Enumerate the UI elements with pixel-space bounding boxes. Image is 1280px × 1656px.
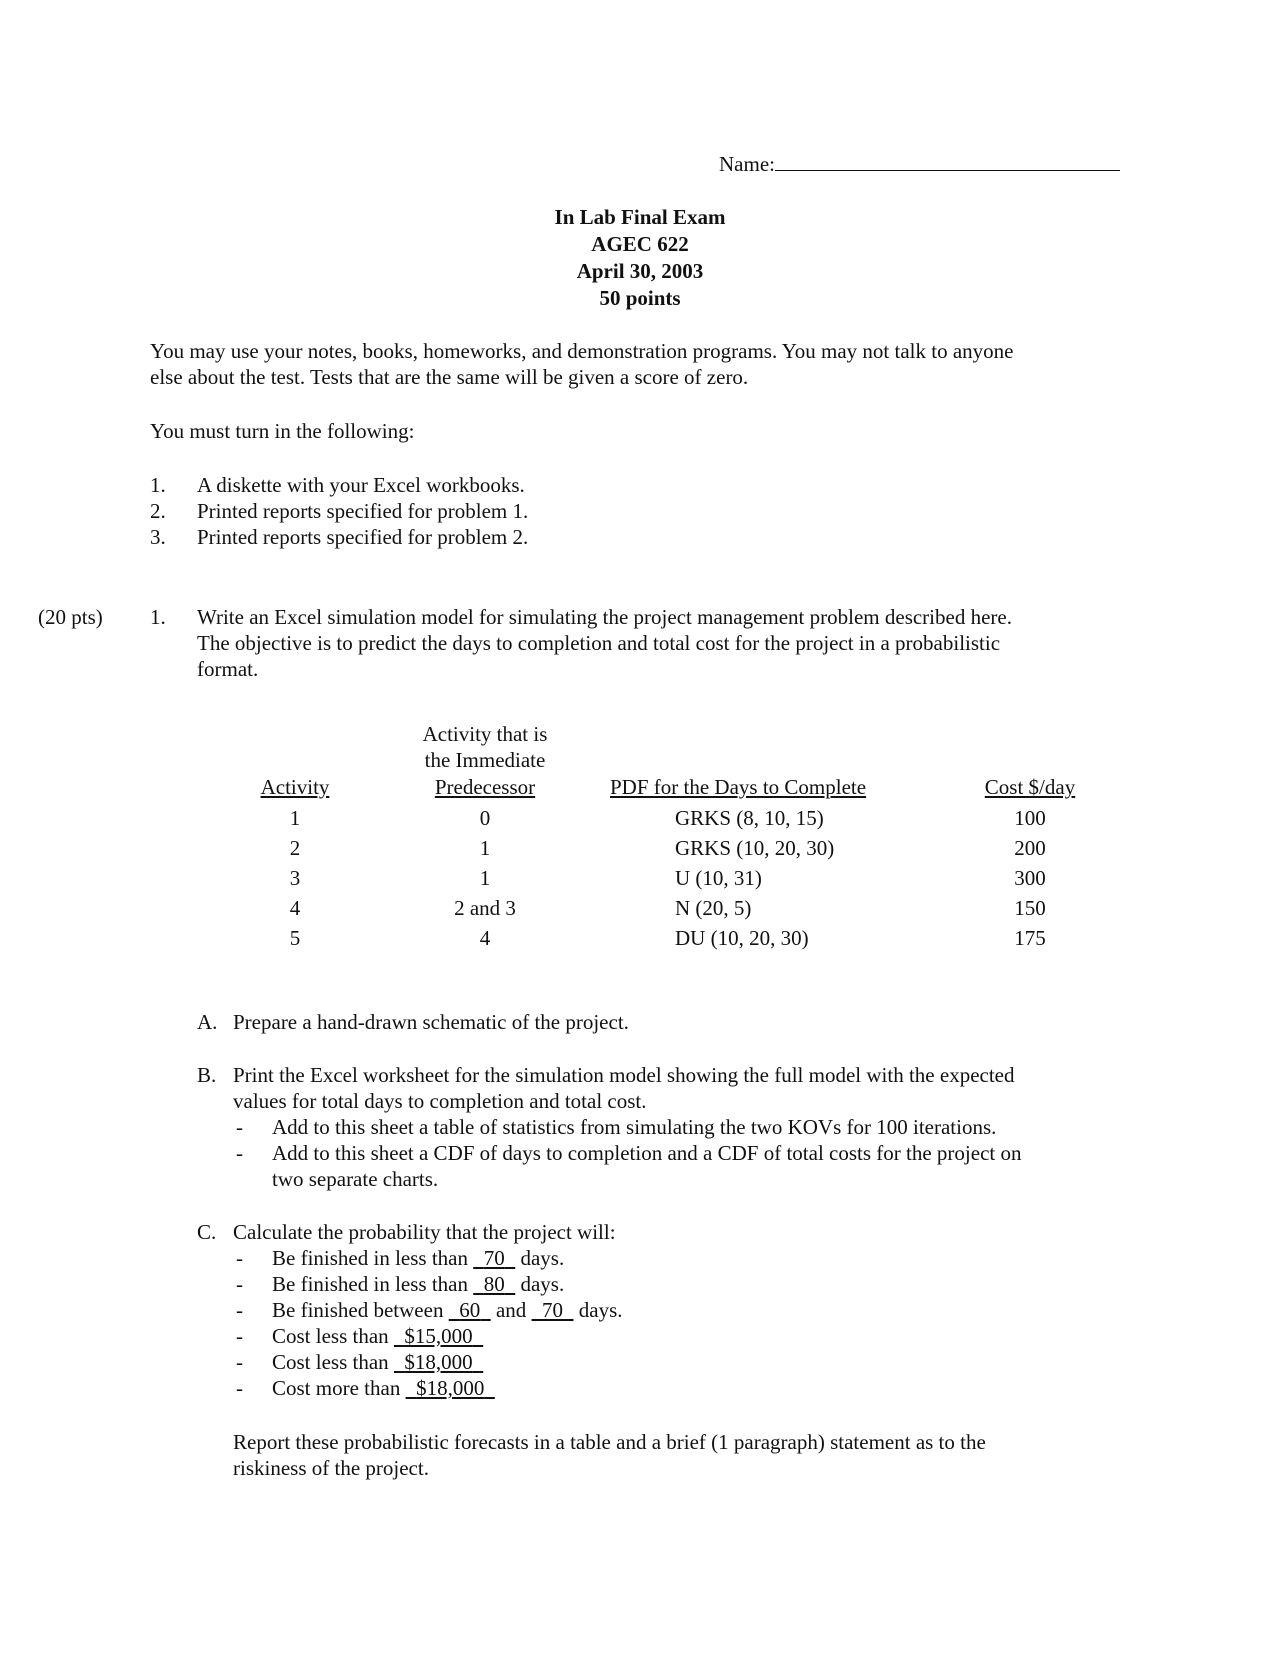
header-activity: Activity xyxy=(260,775,330,799)
item-text: Cost more than xyxy=(272,1376,401,1400)
list-item-num: 3. xyxy=(150,525,166,549)
item-text: Be finished in less than xyxy=(272,1246,468,1270)
bullet-dash: - xyxy=(236,1324,243,1348)
item-text: Be finished between xyxy=(272,1298,444,1322)
table-cell-pdf: N (20, 5) xyxy=(675,896,752,920)
list-item: A diskette with your Excel workbooks. xyxy=(197,473,525,497)
part-c-item-1 xyxy=(272,1245,564,1271)
table-cell-pdf: GRKS (10, 20, 30) xyxy=(675,836,835,860)
course-code: AGEC 622 xyxy=(591,232,689,256)
exam-date: April 30, 2003 xyxy=(576,259,704,283)
fill-in-value: 80 xyxy=(483,1272,505,1296)
intro-line-2: else about the test. Tests that are the same will be given a score of zero. xyxy=(150,365,749,389)
list-item: Printed reports specified for problem 1. xyxy=(197,499,529,523)
name-label: Name: xyxy=(719,152,775,176)
item-text: Cost less than xyxy=(272,1324,389,1348)
list-item-num: 1. xyxy=(150,473,166,497)
turn-in-heading: You must turn in the following: xyxy=(150,419,415,443)
problem-1-line-1: Write an Excel simulation model for simulating the project management problem described here. xyxy=(197,605,1012,629)
header-pdf: PDF for the Days to Complete xyxy=(610,775,867,799)
fill-in-value: $18,000 xyxy=(416,1376,485,1400)
part-c-item-3 xyxy=(272,1297,623,1323)
part-b-label: B. xyxy=(197,1063,217,1087)
part-c-label: C. xyxy=(197,1220,217,1244)
report-line-1: Report these probabilistic forecasts in a table and a brief (1 paragraph) statement as to the xyxy=(233,1430,986,1454)
table-cell-activity: 3 xyxy=(289,866,301,890)
bullet-dash: - xyxy=(236,1272,243,1296)
table-cell-pdf: U (10, 31) xyxy=(675,866,762,890)
part-c-item-2 xyxy=(272,1271,564,1297)
table-cell-cost: 300 xyxy=(1014,866,1046,890)
bullet-dash: - xyxy=(236,1376,243,1400)
item-text: days. xyxy=(520,1272,565,1296)
fill-in-value: 70 xyxy=(483,1246,505,1270)
intro-line-1: You may use your notes, books, homeworks, and demonstration programs. You may not talk to anyone xyxy=(150,339,1014,363)
item-text: days. xyxy=(578,1298,623,1322)
table-cell-activity: 2 xyxy=(289,836,301,860)
table-cell-cost: 100 xyxy=(1014,806,1046,830)
table-cell-predecessor: 1 xyxy=(479,866,491,890)
table-cell-activity: 5 xyxy=(289,926,301,950)
part-c-item-6 xyxy=(272,1375,495,1401)
bullet-dash: - xyxy=(236,1115,243,1139)
bullet-dash: - xyxy=(236,1141,243,1165)
item-text: Cost less than xyxy=(272,1350,389,1374)
table-cell-predecessor: 1 xyxy=(479,836,491,860)
item-text: Be finished in less than xyxy=(272,1272,468,1296)
table-cell-cost: 150 xyxy=(1014,896,1046,920)
part-b-bullet-1: Add to this sheet a table of statistics from simulating the two KOVs for 100 iterations. xyxy=(272,1115,997,1139)
part-c-item-5 xyxy=(272,1349,483,1375)
table-cell-activity: 1 xyxy=(289,806,301,830)
part-c-item-4 xyxy=(272,1323,483,1349)
table-cell-cost: 175 xyxy=(1014,926,1046,950)
fill-in-value: $15,000 xyxy=(404,1324,473,1348)
name-field xyxy=(719,150,1120,177)
name-blank-line xyxy=(775,150,1120,171)
bullet-dash: - xyxy=(236,1350,243,1374)
problem-1-line-2: The objective is to predict the days to completion and total cost for the project in a probabilistic xyxy=(197,631,1001,655)
fill-in-value: $18,000 xyxy=(404,1350,473,1374)
report-line-2: riskiness of the project. xyxy=(233,1456,429,1480)
exam-points: 50 points xyxy=(599,286,681,310)
problem-1-line-3: format. xyxy=(197,657,259,681)
list-item: Printed reports specified for problem 2. xyxy=(197,525,529,549)
part-c-intro: Calculate the probability that the project will: xyxy=(233,1220,616,1244)
table-cell-pdf: GRKS (8, 10, 15) xyxy=(675,806,824,830)
header-predecessor-line-1: Activity that is xyxy=(422,722,548,746)
problem-1-points: (20 pts) xyxy=(38,605,103,629)
exam-title: In Lab Final Exam xyxy=(554,205,726,229)
bullet-dash: - xyxy=(236,1298,243,1322)
header-predecessor-line-3: Predecessor xyxy=(434,775,536,799)
part-b-line-1: Print the Excel worksheet for the simulation model showing the full model with the expected xyxy=(233,1063,1015,1087)
item-text: days. xyxy=(520,1246,565,1270)
list-item-num: 2. xyxy=(150,499,166,523)
bullet-dash: - xyxy=(236,1246,243,1270)
fill-in-value: 60 xyxy=(459,1298,481,1322)
header-cost: Cost $/day xyxy=(984,775,1076,799)
part-a-label: A. xyxy=(197,1010,218,1034)
part-a-text: Prepare a hand-drawn schematic of the project. xyxy=(233,1010,629,1034)
fill-in-value: 70 xyxy=(542,1298,564,1322)
part-b-bullet-2-cont: two separate charts. xyxy=(272,1167,439,1191)
header-predecessor-line-2: the Immediate xyxy=(424,748,546,772)
table-cell-pdf: DU (10, 20, 30) xyxy=(675,926,809,950)
table-cell-predecessor: 2 and 3 xyxy=(454,896,516,920)
part-b-bullet-2: Add to this sheet a CDF of days to completion and a CDF of total costs for the project on xyxy=(272,1141,1022,1165)
table-cell-predecessor: 0 xyxy=(479,806,491,830)
table-cell-predecessor: 4 xyxy=(479,926,491,950)
part-b-line-2: values for total days to completion and total cost. xyxy=(233,1089,647,1113)
table-cell-cost: 200 xyxy=(1014,836,1046,860)
table-cell-activity: 4 xyxy=(289,896,301,920)
problem-1-number: 1. xyxy=(150,605,166,629)
item-text: and xyxy=(495,1298,527,1322)
